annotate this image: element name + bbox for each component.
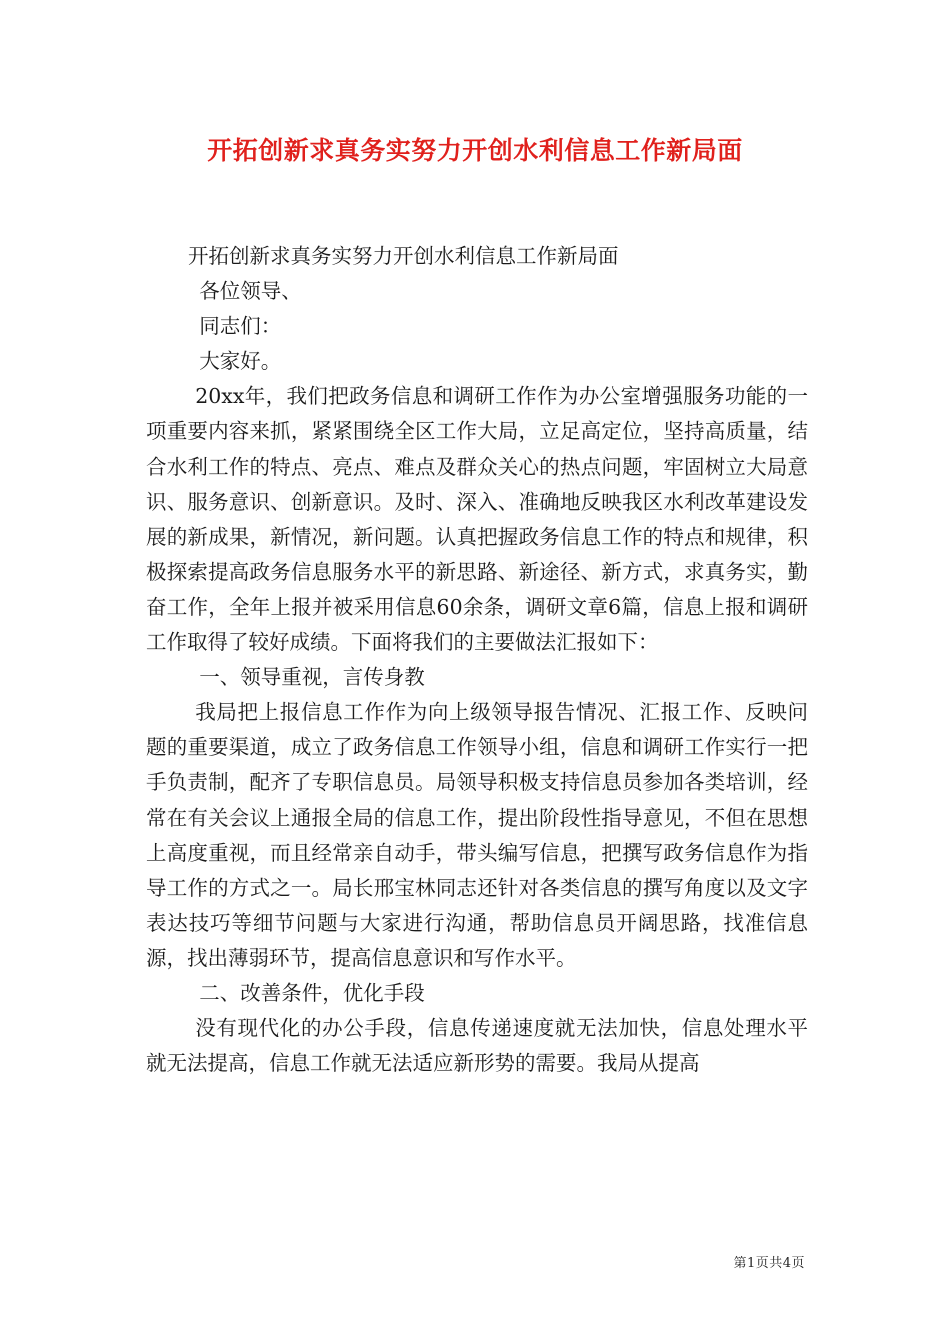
body-paragraph: 没有现代化的办公手段，信息传递速度就无法加快，信息处理水平就无法提高，信息工作就无法适应新形势的需要。我局从提高 [146, 1016, 808, 1076]
body-paragraph: 我局把上报信息工作作为向上级领导报告情况、汇报工作、反映问题的重要渠道，成立了政务信息工作领导小组，信息和调研工作实行一把手负责制，配齐了专职信息员。局领导积极支持信息员参加各类培训，经常在有关会议上通报全局的信息工作，提出阶段性指导意见，不但在思想上高度重视，而且经常亲自动手，带头编写信息，把撰写政务信息作为指导工作的方式之一。局长邢宝林同志还针对各类信息的撰写角度以及文字表达技巧等细节问题与大家进行沟通，帮助信息员开阔思路，找准信息源，找出薄弱环节，提高信息意识和写作水平。 [146, 700, 808, 970]
document-title: 开拓创新求真务实努力开创水利信息工作新局面 [207, 136, 743, 165]
section-heading: 一、领导重视，言传身教 [199, 665, 425, 690]
salutation-comrades: 同志们： [199, 314, 282, 339]
body-paragraph: 20xx年，我们把政务信息和调研工作作为办公室增强服务功能的一项重要内容来抓，紧紧围绕全区工作大局，立足高定位，坚持高质量，结合水利工作的特点、亮点、难点及群众关心的热点问题，牢固树立大局意识、服务意识、创新意识。及时、深入、准确地反映我区水利改革建设发展的新成果，新情况，新问题。认真把握政务信息工作的特点和规律，积极探索提高政务信息服务水平的新思路、新途径、新方式，求真务实，勤奋工作，全年上报并被采用信息60余条，调研文章6篇，信息上报和调研工作取得了较好成绩。下面将我们的主要做法汇报如下： [146, 384, 808, 655]
greeting: 大家好。 [199, 349, 282, 374]
page-number: 第1页共4页 [733, 1256, 805, 1271]
document-body [146, 239, 808, 1081]
section-heading: 二、改善条件，优化手段 [199, 980, 425, 1005]
subtitle-paragraph: 开拓创新求真务实努力开创水利信息工作新局面 [188, 244, 619, 268]
salutation-leaders: 各位领导、 [199, 279, 302, 304]
